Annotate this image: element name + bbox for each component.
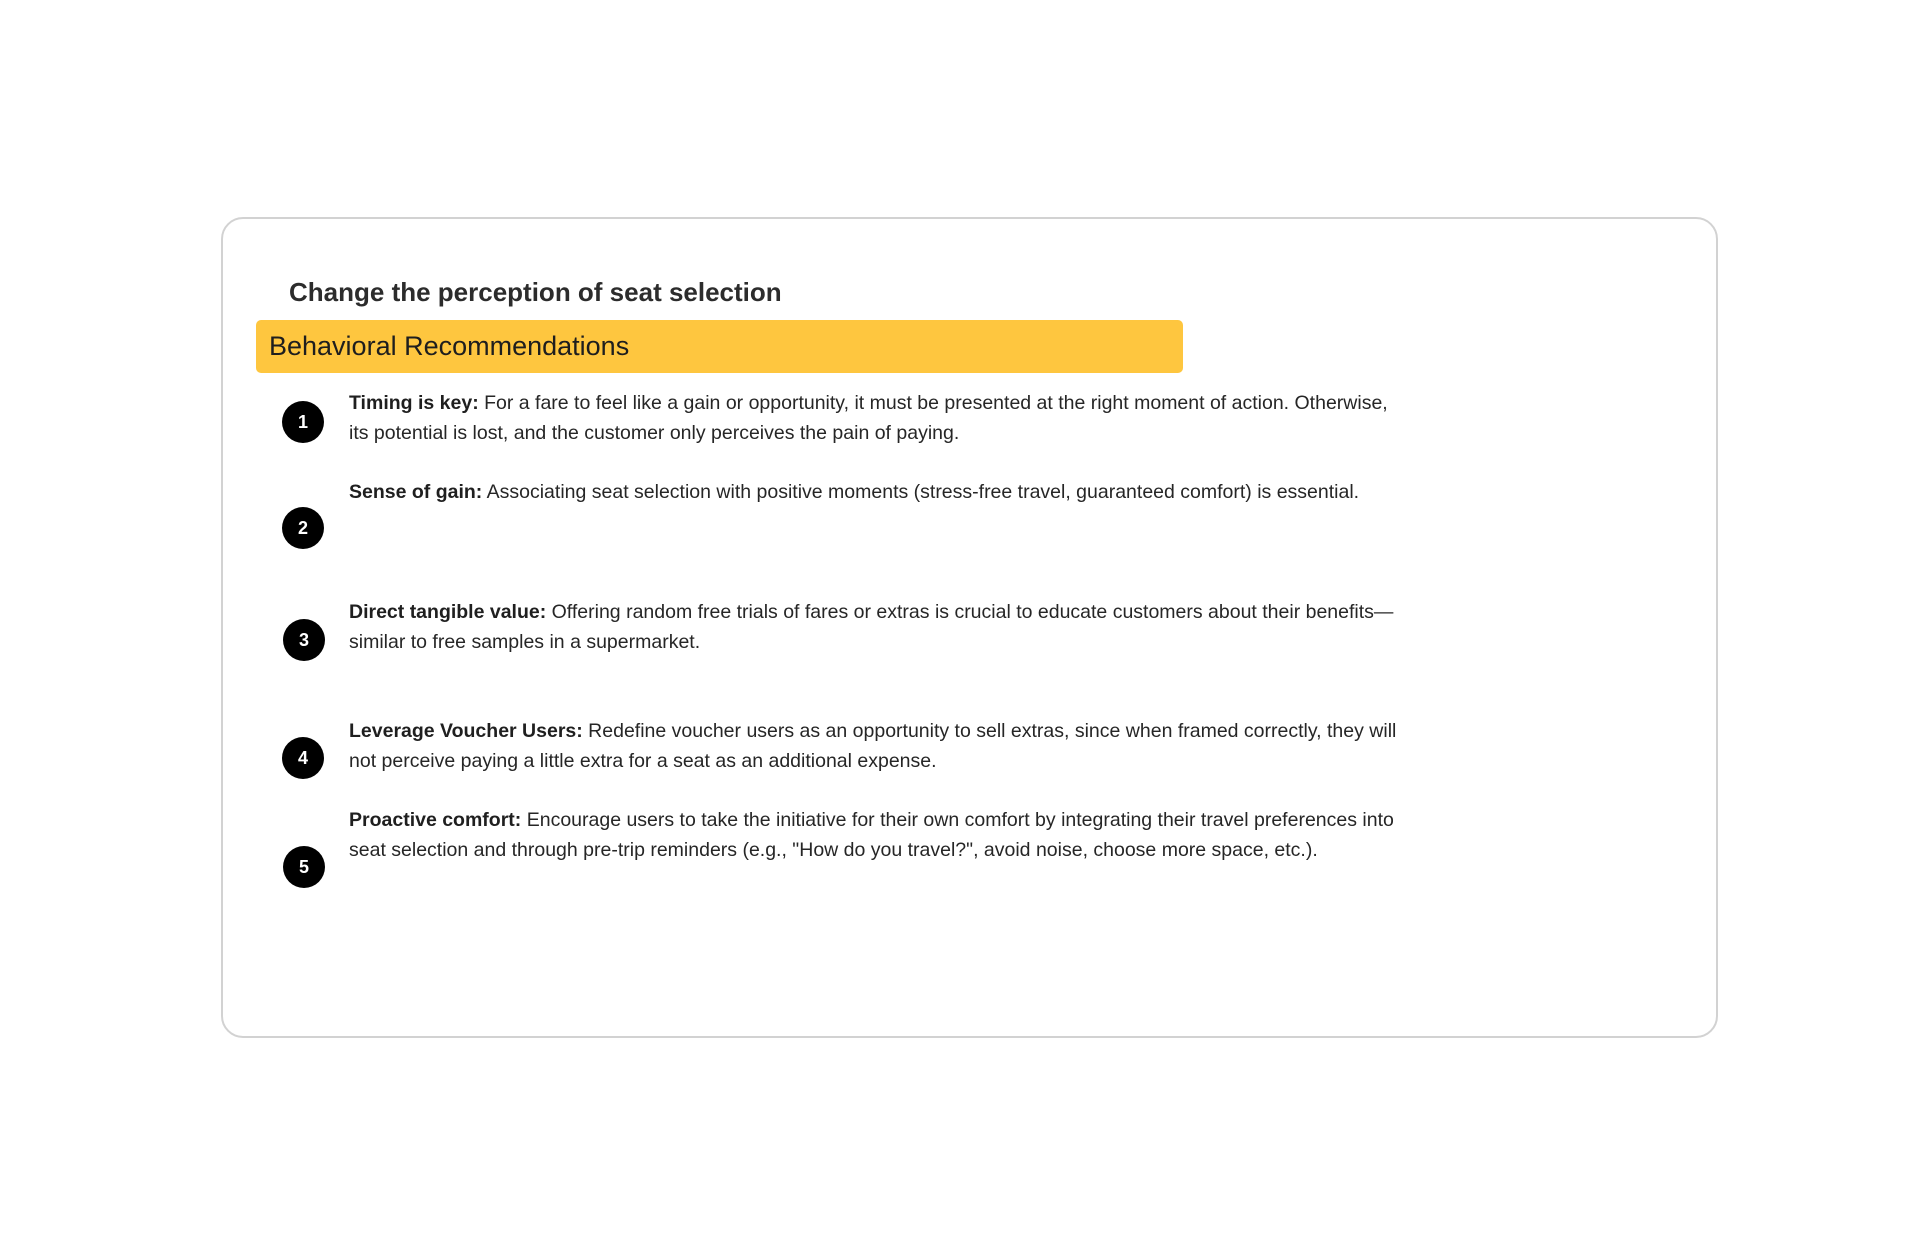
recommendation-heading: Proactive comfort: bbox=[349, 809, 522, 831]
number-badge: 1 bbox=[282, 401, 324, 443]
recommendation-text bbox=[349, 477, 1409, 507]
recommendation-heading: Direct tangible value: bbox=[349, 601, 547, 623]
number-badge: 4 bbox=[282, 737, 324, 779]
recommendation-text bbox=[349, 805, 1409, 865]
recommendation-body: Encourage users to take the initiative for their own comfort by integrating their travel preferences into seat selection and through pre-trip reminders (e.g., "How do you travel?", avoid noise, choose more space, etc.). bbox=[349, 809, 1394, 861]
recommendation-body: For a fare to feel like a gain or opportunity, it must be presented at the right moment of action. Otherwise, its potential is lost, and the customer only perceives the pain of paying. bbox=[349, 392, 1388, 444]
recommendation-body: Offering random free trials of fares or extras is crucial to educate customers about their benefits—similar to free samples in a supermarket. bbox=[349, 601, 1394, 653]
recommendation-text bbox=[349, 388, 1409, 448]
section-banner: Behavioral Recommendations bbox=[256, 320, 1183, 373]
number-badge: 2 bbox=[282, 507, 324, 549]
card-title: Change the perception of seat selection bbox=[289, 277, 782, 307]
number-badge: 3 bbox=[283, 619, 325, 661]
number-badge: 5 bbox=[283, 846, 325, 888]
recommendation-heading: Sense of gain: bbox=[349, 481, 483, 503]
recommendation-text bbox=[349, 716, 1409, 776]
recommendations-card bbox=[221, 217, 1718, 1038]
recommendation-heading: Timing is key: bbox=[349, 392, 479, 414]
recommendation-body: Associating seat selection with positive moments (stress-free travel, guaranteed comfort) is essential. bbox=[486, 481, 1360, 503]
recommendation-body: Redefine voucher users as an opportunity to sell extras, since when framed correctly, they will not perceive paying a little extra for a seat as an additional expense. bbox=[349, 720, 1397, 772]
recommendation-text bbox=[349, 597, 1409, 657]
recommendation-heading: Leverage Voucher Users: bbox=[349, 720, 583, 742]
